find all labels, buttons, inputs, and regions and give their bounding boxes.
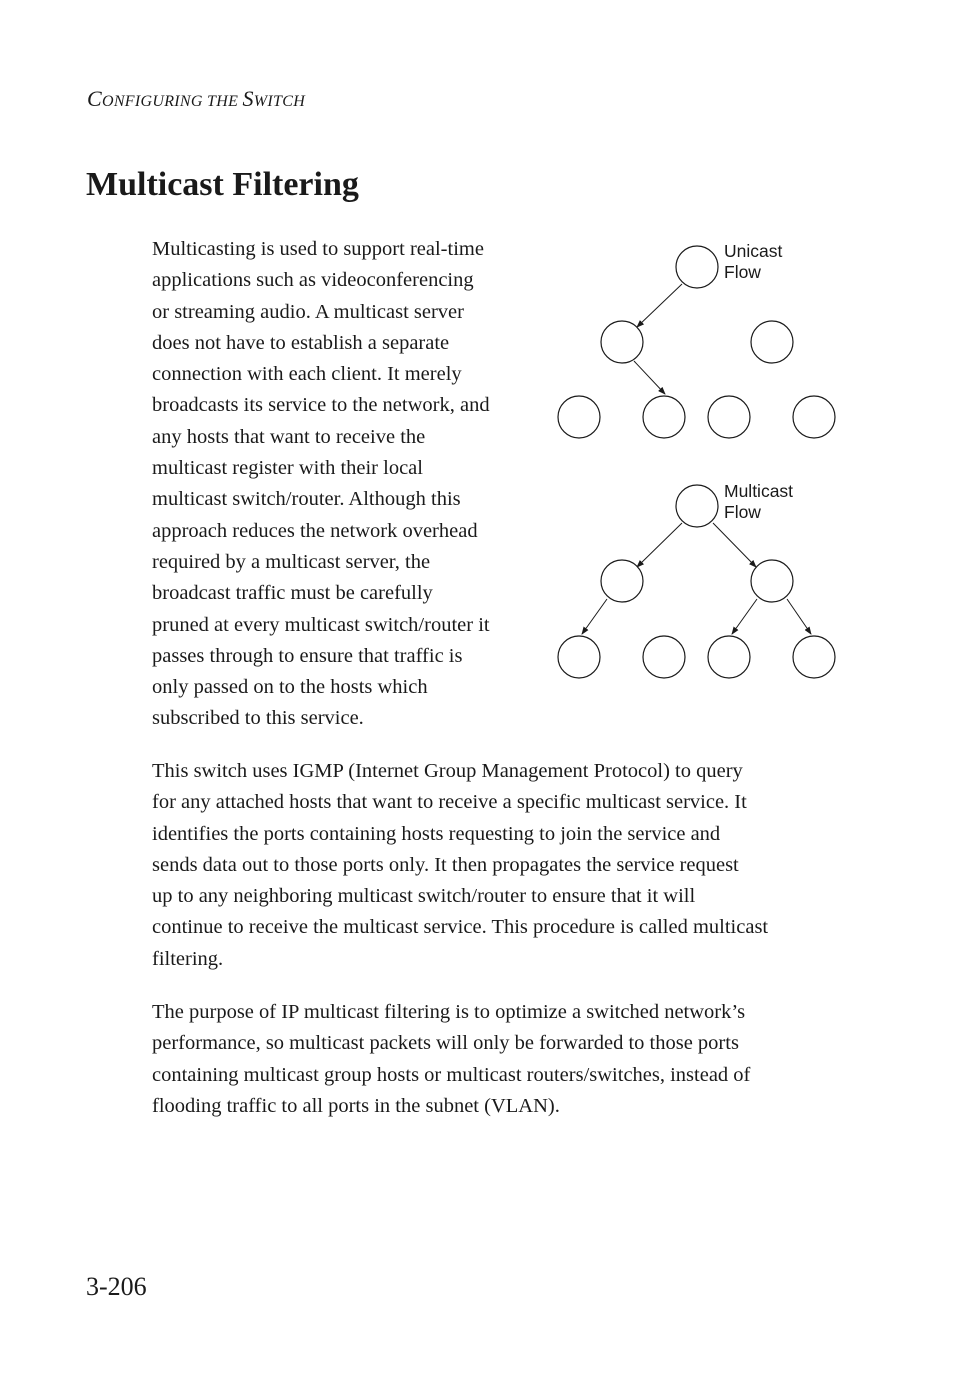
paragraph-line: required by a multicast server, the [152, 550, 431, 573]
paragraph-intro [152, 234, 537, 735]
paragraph-line: Multicasting is used to support real-time [152, 238, 484, 260]
paragraph-line: flooding traffic to all ports in the subnet (VLAN). [152, 1094, 560, 1117]
multicast-edge-right-to-host [732, 599, 757, 634]
paragraph-line: This switch uses IGMP (Internet Group Management Protocol) to query [152, 760, 743, 782]
paragraph-line: The purpose of IP multicast filtering is to optimize a switched network’s [152, 1001, 746, 1023]
section-title: Multicast Filtering [86, 166, 359, 203]
paragraph-line: passes through to ensure that traffic is [152, 644, 463, 667]
multicast-edge-root-to-right [713, 523, 756, 567]
paragraph-line: only passed on to the hosts which [152, 676, 428, 699]
paragraph-line: multicast register with their local [152, 457, 423, 480]
multicast-flow-label-line1: Multicast [724, 481, 794, 501]
paragraph-line: continue to receive the multicast service. This procedure is called multicast [152, 916, 769, 939]
multicast-router-left-node [601, 560, 643, 602]
paragraph-purpose [152, 997, 852, 1122]
unicast-host-node [558, 396, 600, 438]
paragraph-line: sends data out to those ports only. It then propagates the service request [152, 853, 739, 876]
multicast-edge-root-to-left [637, 523, 682, 567]
unicast-source-node [676, 246, 718, 288]
running-header [87, 86, 305, 112]
paragraph-line: identifies the ports containing hosts requesting to join the service and [152, 822, 721, 845]
multicast-flow-tree [558, 481, 835, 678]
unicast-flow-tree [558, 241, 835, 438]
page-number: 3-206 [86, 1272, 147, 1301]
paragraph-line: filtering. [152, 947, 224, 970]
unicast-host-node [793, 396, 835, 438]
paragraph-line: pruned at every multicast switch/router it [152, 613, 490, 636]
paragraph-igmp [152, 756, 852, 975]
paragraph-line: connection with each client. It merely [152, 363, 462, 386]
multicast-host-node [643, 636, 685, 678]
multicast-edge-right-to-host [787, 599, 811, 634]
multicast-source-node [676, 485, 718, 527]
paragraph-line: for any attached hosts that want to receive a specific multicast service. It [152, 791, 747, 814]
multicast-router-right-node [751, 560, 793, 602]
unicast-edge-left-to-host [634, 361, 665, 394]
paragraph-line: approach reduces the network overhead [152, 519, 478, 542]
unicast-host-node [708, 396, 750, 438]
multicast-host-node [558, 636, 600, 678]
paragraph-line: broadcast traffic must be carefully [152, 582, 433, 605]
paragraph-line: multicast switch/router. Although this [152, 488, 461, 511]
running-header-part-1: ONFIGURING THE [101, 93, 243, 110]
paragraph-line: containing multicast group hosts or multicast routers/switches, instead of [152, 1063, 751, 1086]
paragraph-line: any hosts that want to receive the [152, 425, 426, 448]
unicast-flow-label-line1: Unicast [724, 241, 783, 261]
paragraph-line: or streaming audio. A multicast server [152, 300, 464, 323]
multicast-host-node [708, 636, 750, 678]
unicast-edge-root-to-left [637, 284, 682, 327]
unicast-router-right-node [751, 321, 793, 363]
paragraph-line: applications such as videoconferencing [152, 269, 474, 292]
multicast-host-node [793, 636, 835, 678]
paragraph-line: does not have to establish a separate [152, 331, 450, 354]
paragraph-line: performance, so multicast packets will only be forwarded to those ports [152, 1032, 739, 1055]
unicast-flow-label-line2: Flow [724, 262, 761, 282]
paragraph-line: subscribed to this service. [152, 707, 364, 730]
multicast-edge-left-to-host [582, 599, 607, 634]
running-header-initial-c: C [87, 86, 102, 111]
unicast-multicast-diagram [548, 236, 848, 686]
multicast-flow-label-line2: Flow [724, 502, 761, 522]
unicast-router-left-node [601, 321, 643, 363]
paragraph-line: broadcasts its service to the network, and [152, 394, 490, 417]
unicast-host-node [643, 396, 685, 438]
running-header-part-2: WITCH [253, 93, 306, 110]
paragraph-line: up to any neighboring multicast switch/router to ensure that it will [152, 885, 696, 908]
running-header-initial-s: S [242, 86, 254, 111]
